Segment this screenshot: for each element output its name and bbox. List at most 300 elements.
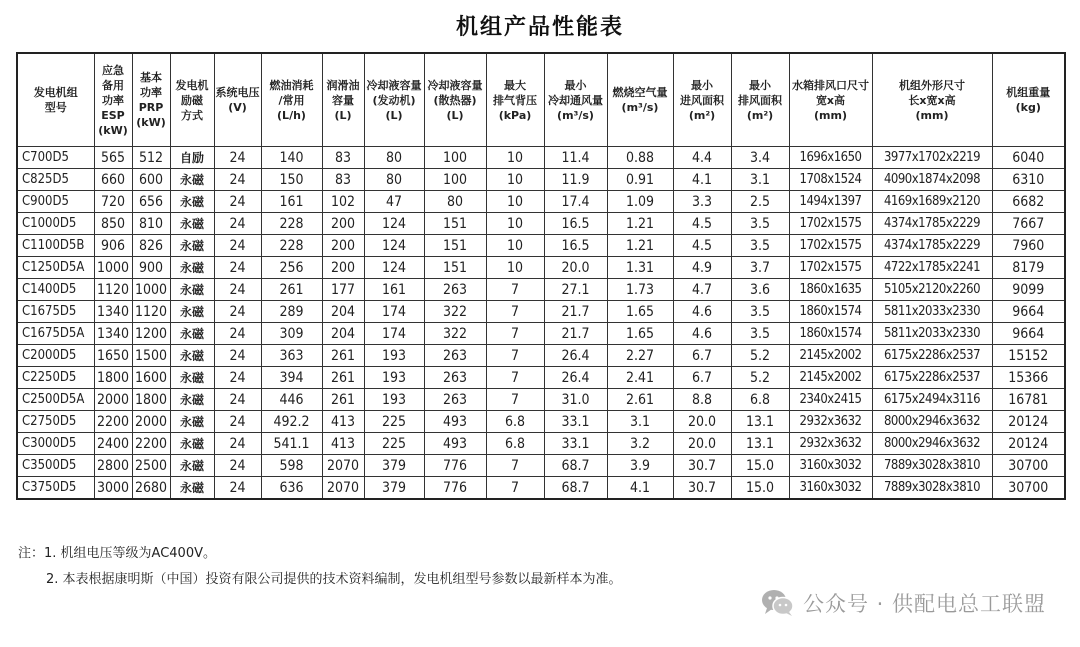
table-row [17,235,1065,257]
table-cell: 492.2 [261,411,322,433]
table-cell: 17.4 [544,191,607,213]
column-header-line: (kW) [136,116,166,129]
table-cell: 3.5 [731,301,789,323]
table-cell: 永磁 [170,191,214,213]
table-cell: 7 [486,279,544,301]
table-cell: 9099 [992,279,1065,301]
table-cell: 5.2 [731,345,789,367]
table-cell: 27.1 [544,279,607,301]
table-cell: 193 [364,367,424,389]
table-cell: 906 [94,235,132,257]
table-cell: 3160x3032 [789,477,872,500]
table-cell: 4169x1689x2120 [872,191,992,213]
table-cell: 150 [261,169,322,191]
column-header-line: 宽x高 [815,93,846,107]
table-cell: 1702x1575 [789,235,872,257]
table-cell: 7 [486,367,544,389]
column-header [424,53,486,147]
table-cell: 83 [322,169,364,191]
table-cell: 20.0 [673,433,731,455]
table-cell: 5.2 [731,367,789,389]
table-cell: 3.7 [731,257,789,279]
table-row [17,169,1065,191]
table-cell: 5105x2120x2260 [872,279,992,301]
column-header [94,53,132,147]
table-cell: 174 [364,301,424,323]
table-cell: 2.61 [607,389,673,411]
table-cell: 1.65 [607,323,673,345]
table-cell: C1100D5B [17,235,94,257]
table-cell: 33.1 [544,433,607,455]
table-cell: 30.7 [673,455,731,477]
table-cell: 永磁 [170,433,214,455]
note-2: 2. 本表根据康明斯（中国）投资有限公司提供的技术资料编制，发电机组型号参数以最新样本为准。 [46,572,622,587]
notes [18,541,622,593]
table-cell: 7 [486,455,544,477]
column-header-line: (mm) [915,108,949,122]
table-row [17,323,1065,345]
table-cell: 21.7 [544,301,607,323]
column-header-line: 容量 [332,93,354,107]
table-cell: 3.3 [673,191,731,213]
table-cell: 16781 [992,389,1065,411]
column-header-line: 功率 [140,86,162,99]
table-cell: 660 [94,169,132,191]
table-cell: 1860x1574 [789,323,872,345]
table-cell: 24 [214,191,261,213]
table-cell: C1675D5A [17,323,94,345]
table-cell: 200 [322,257,364,279]
table-cell: 1702x1575 [789,213,872,235]
table-cell: 6682 [992,191,1065,213]
column-header [544,53,607,147]
table-cell: 8.8 [673,389,731,411]
table-cell: 15.0 [731,477,789,500]
table-cell: 永磁 [170,367,214,389]
table-cell: 11.9 [544,169,607,191]
table-cell: 24 [214,389,261,411]
column-header-line: 冷却通风量 [548,93,603,107]
table-cell: 394 [261,367,322,389]
table-cell: 24 [214,323,261,345]
table-cell: 2000 [132,411,170,433]
table-cell: 68.7 [544,455,607,477]
column-header-line: (散热器) [433,93,477,107]
table-cell: 225 [364,411,424,433]
column-header-line: 最小 [691,78,713,92]
table-cell: 600 [132,169,170,191]
table-row [17,345,1065,367]
column-header [607,53,673,147]
table-cell: 493 [424,433,486,455]
table-cell: C700D5 [17,147,94,169]
column-header-line: 排气背压 [493,93,537,107]
table-cell: 2200 [94,411,132,433]
table-cell: 26.4 [544,345,607,367]
table-cell: C3000D5 [17,433,94,455]
table-cell: 228 [261,235,322,257]
table-cell: 776 [424,477,486,500]
table-cell: 4.4 [673,147,731,169]
column-header [261,53,322,147]
column-header-line: 最大 [504,78,526,92]
column-header [486,53,544,147]
table-cell: 151 [424,213,486,235]
table-cell: 3.9 [607,455,673,477]
table-cell: 永磁 [170,257,214,279]
note-1: 注：1. 机组电压等级为AC400V。 [18,546,216,561]
column-header-line: 冷却液容量 [366,78,422,92]
table-cell: 1200 [132,323,170,345]
table-cell: 83 [322,147,364,169]
column-header-line: (m²) [746,108,774,122]
table-cell: 256 [261,257,322,279]
table-cell: 4.9 [673,257,731,279]
table-cell: 16.5 [544,213,607,235]
table-cell: 4.5 [673,213,731,235]
table-cell: 24 [214,147,261,169]
table-cell: 6.8 [731,389,789,411]
table-cell: 4374x1785x2229 [872,235,992,257]
table-cell: 1800 [94,367,132,389]
table-cell: C2250D5 [17,367,94,389]
table-cell: 永磁 [170,213,214,235]
table-cell: 3.2 [607,433,673,455]
table-cell: 3.1 [731,169,789,191]
table-cell: 30700 [992,455,1065,477]
column-header-line: 系统电压 [215,86,260,99]
table-cell: 24 [214,477,261,500]
column-header-line: 长x宽x高 [908,93,956,107]
table-cell: 永磁 [170,411,214,433]
table-cell: 200 [322,213,364,235]
table-cell: 7960 [992,235,1065,257]
table-cell: 2200 [132,433,170,455]
table-cell: 151 [424,257,486,279]
table-cell: 151 [424,235,486,257]
table-cell: 4.6 [673,323,731,345]
table-cell: 656 [132,191,170,213]
table-cell: 1340 [94,301,132,323]
table-cell: 7889x3028x3810 [872,477,992,500]
table-cell: 24 [214,367,261,389]
watermark-text: 公众号 · 供配电总工联盟 [802,592,1046,616]
table-cell: C1400D5 [17,279,94,301]
table-cell: 3977x1702x2219 [872,147,992,169]
table-cell: 289 [261,301,322,323]
table-cell: C900D5 [17,191,94,213]
table-cell: 100 [424,169,486,191]
table-row [17,213,1065,235]
table-cell: 2.5 [731,191,789,213]
column-header-line: 发电机 [175,78,209,92]
table-cell: 204 [322,301,364,323]
column-header-line: (m³/s) [621,101,659,114]
table-cell: 3.1 [607,411,673,433]
table-cell: 6175x2286x2537 [872,345,992,367]
table-cell: 204 [322,323,364,345]
table-cell: 228 [261,213,322,235]
table-cell: 永磁 [170,301,214,323]
table-cell: 15.0 [731,455,789,477]
table-cell: 2932x3632 [789,411,872,433]
table-cell: 80 [424,191,486,213]
table-cell: 2800 [94,455,132,477]
table-cell: 1340 [94,323,132,345]
table-row [17,257,1065,279]
table-cell: 68.7 [544,477,607,500]
table-cell: 永磁 [170,345,214,367]
table-cell: C2750D5 [17,411,94,433]
table-cell: 7 [486,323,544,345]
table-cell: 776 [424,455,486,477]
table-cell: 3.4 [731,147,789,169]
table-cell: 4.6 [673,301,731,323]
table-cell: 261 [322,345,364,367]
table-cell: 10 [486,169,544,191]
table-cell: 263 [424,279,486,301]
table-row [17,411,1065,433]
table-cell: 30700 [992,477,1065,500]
table-cell: C825D5 [17,169,94,191]
table-cell: 2145x2002 [789,367,872,389]
table-cell: 200 [322,235,364,257]
table-cell: 10 [486,235,544,257]
table-cell: 177 [322,279,364,301]
table-cell: 2000 [94,389,132,411]
table-row [17,389,1065,411]
table-cell: 2400 [94,433,132,455]
table-cell: 2145x2002 [789,345,872,367]
table-cell: 0.88 [607,147,673,169]
column-header [992,53,1065,147]
table-cell: 10 [486,191,544,213]
table-cell: 2.41 [607,367,673,389]
spec-table [16,52,1066,500]
table-cell: 261 [322,367,364,389]
table-cell: 1650 [94,345,132,367]
table-cell: 3.6 [731,279,789,301]
column-header [17,53,94,147]
table-cell: 10 [486,147,544,169]
table-cell: 322 [424,301,486,323]
table-cell: 124 [364,213,424,235]
table-cell: 193 [364,389,424,411]
table-cell: 174 [364,323,424,345]
column-header-line: (m²) [688,108,716,122]
table-cell: C3500D5 [17,455,94,477]
table-cell: 2070 [322,477,364,500]
table-cell: 20124 [992,433,1065,455]
table-cell: 2932x3632 [789,433,872,455]
table-cell: 1800 [132,389,170,411]
column-header-line: PRP [138,101,164,114]
table-cell: 263 [424,389,486,411]
table-cell: 7 [486,301,544,323]
column-header-line: 型号 [44,101,67,114]
table-cell: 1494x1397 [789,191,872,213]
table-cell: 7889x3028x3810 [872,455,992,477]
column-header-line: 方式 [181,108,203,122]
table-cell: 15152 [992,345,1065,367]
table-cell: C1250D5A [17,257,94,279]
table-cell: 6175x2494x3116 [872,389,992,411]
column-header-line: 最小 [564,78,587,92]
table-cell: 512 [132,147,170,169]
table-cell: 4090x1874x2098 [872,169,992,191]
table-cell: 20124 [992,411,1065,433]
column-header-line: (m³/s) [557,108,594,122]
column-header-line: 润滑油 [326,78,360,92]
table-cell: 永磁 [170,235,214,257]
table-cell: 24 [214,235,261,257]
table-cell: 24 [214,455,261,477]
table-cell: 24 [214,279,261,301]
table-cell: 24 [214,433,261,455]
column-header-line: (mm) [814,108,847,122]
table-cell: 6175x2286x2537 [872,367,992,389]
table-row [17,147,1065,169]
column-header-line: (kW) [98,123,128,137]
column-header-line: 进风面积 [680,93,724,107]
table-cell: 720 [94,191,132,213]
table-cell: 541.1 [261,433,322,455]
table-cell: 永磁 [170,323,214,345]
table-cell: 810 [132,213,170,235]
column-header [872,53,992,147]
table-cell: 8179 [992,257,1065,279]
column-header-line: /常用 [278,93,305,107]
table-cell: 5811x2033x2330 [872,323,992,345]
column-header [322,53,364,147]
column-header-line: 备用 [102,78,124,92]
table-cell: 900 [132,257,170,279]
column-header-line: ESP [101,108,125,122]
table-cell: 850 [94,213,132,235]
column-header [789,53,872,147]
column-header-line: 机组外形尺寸 [899,78,965,92]
table-cell: 8000x2946x3632 [872,433,992,455]
column-header-line: (发动机) [372,93,416,107]
table-cell: 6.7 [673,367,731,389]
table-row [17,301,1065,323]
table-cell: 1.09 [607,191,673,213]
column-header-line: (L) [385,108,403,122]
table-cell: 30.7 [673,477,731,500]
table-cell: 826 [132,235,170,257]
column-header-line: 水箱排风口尺寸 [792,78,869,92]
table-cell: 1500 [132,345,170,367]
column-header-line: (kg) [1015,101,1041,114]
table-cell: 9664 [992,301,1065,323]
column-header-line: 机组重量 [1006,86,1051,99]
column-header [170,53,214,147]
column-header-line: 燃烧空气量 [612,86,668,99]
table-row [17,433,1065,455]
table-cell: 636 [261,477,322,500]
table-cell: 6040 [992,147,1065,169]
table-cell: 1708x1524 [789,169,872,191]
column-header-line: 冷却液容量 [427,78,483,92]
table-cell: 10 [486,213,544,235]
table-cell: 1000 [94,257,132,279]
table-cell: 102 [322,191,364,213]
column-header-line: 应急 [102,63,124,77]
table-cell: 永磁 [170,455,214,477]
column-header [731,53,789,147]
column-header-line: 排风面积 [738,93,782,107]
table-cell: 2070 [322,455,364,477]
table-cell: 263 [424,367,486,389]
table-cell: 261 [261,279,322,301]
table-cell: 4374x1785x2229 [872,213,992,235]
table-cell: 自励 [170,147,214,169]
table-cell: 1696x1650 [789,147,872,169]
column-header [214,53,261,147]
table-cell: 379 [364,455,424,477]
table-cell: 193 [364,345,424,367]
table-cell: 7 [486,345,544,367]
table-cell: 140 [261,147,322,169]
table-cell: 309 [261,323,322,345]
table-cell: 2340x2415 [789,389,872,411]
table-cell: 161 [364,279,424,301]
table-cell: 598 [261,455,322,477]
table-cell: 永磁 [170,279,214,301]
table-cell: 4.5 [673,235,731,257]
table-cell: 3.5 [731,235,789,257]
column-header-line: (kPa) [498,108,532,122]
table-cell: 0.91 [607,169,673,191]
table-cell: 493 [424,411,486,433]
table-cell: 1600 [132,367,170,389]
table-cell: C1000D5 [17,213,94,235]
table-cell: 26.4 [544,367,607,389]
table-cell: 3.5 [731,213,789,235]
table-row [17,477,1065,500]
table-cell: 9664 [992,323,1065,345]
table-cell: 6.7 [673,345,731,367]
table-cell: 100 [424,147,486,169]
table-cell: 413 [322,433,364,455]
table-cell: 379 [364,477,424,500]
table-cell: 47 [364,191,424,213]
table-body [17,147,1065,500]
table-cell: 225 [364,433,424,455]
table-cell: 3.5 [731,323,789,345]
table-cell: 322 [424,323,486,345]
table-cell: 24 [214,345,261,367]
page-title: 机组产品性能表 [455,15,624,40]
table-cell: C3750D5 [17,477,94,500]
table-cell: 1120 [94,279,132,301]
table-cell: 7667 [992,213,1065,235]
table-cell: 1.65 [607,301,673,323]
table-cell: 6.8 [486,433,544,455]
table-cell: 10 [486,257,544,279]
table-cell: 24 [214,213,261,235]
table-cell: 7 [486,477,544,500]
table-cell: 413 [322,411,364,433]
column-header [132,53,170,147]
table-cell: 261 [322,389,364,411]
column-header-line: 基本 [140,71,162,84]
table-cell: 161 [261,191,322,213]
table-cell: C2500D5A [17,389,94,411]
table-cell: 1860x1574 [789,301,872,323]
table-cell: 20.0 [544,257,607,279]
table-cell: 1120 [132,301,170,323]
